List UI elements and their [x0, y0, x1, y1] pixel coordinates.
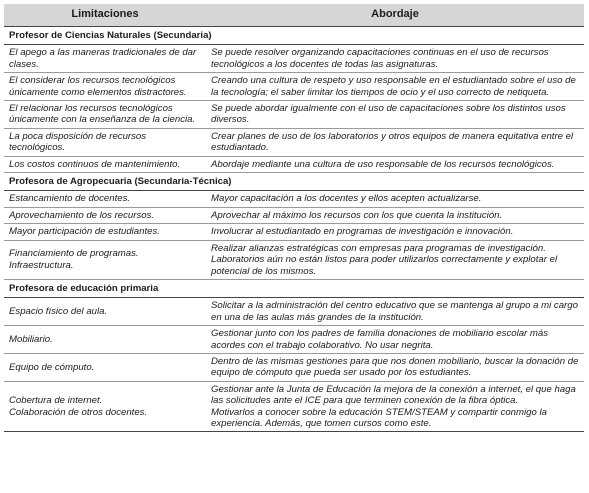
approach-cell	[206, 326, 584, 354]
limitation-cell	[4, 381, 206, 432]
limitation-text: La poca disposición de recursos tecnológicos.	[9, 130, 147, 154]
header-row	[4, 4, 584, 27]
limitation-text: Equipo de cómputo.	[9, 361, 95, 373]
limitations-table	[4, 4, 584, 432]
table-row	[4, 191, 584, 207]
approach-cell	[206, 191, 584, 207]
header-abordaje: Abordaje	[206, 4, 584, 27]
table-row	[4, 240, 584, 279]
approach-cell	[206, 353, 584, 381]
limitation-cell	[4, 207, 206, 223]
approach-cell	[206, 207, 584, 223]
approach-text: Gestionar ante la Junta de Educación la mejora de la conexión a internet, el que haga las solicitudes ante el ICE para que terminen conexión de la fibra óptica.	[211, 383, 576, 407]
section-header-row	[4, 173, 584, 191]
table-row	[4, 73, 584, 101]
approach-cell	[206, 224, 584, 240]
approach-text: Mayor capacitación a los docentes y ellos acepten actualizarse.	[211, 193, 482, 205]
approach-text: Gestionar junto con los padres de familia donaciones de mobiliario escolar más acordes con el trabajo colaborativo. No usar negrita.	[211, 328, 549, 351]
approach-text: Solicitar a la administración del centro educativo que se mantenga al grupo a mi cargo en una de las aulas más grandes de la institución.	[211, 300, 578, 323]
table-row	[4, 224, 584, 240]
table-row	[4, 45, 584, 73]
table-row	[4, 381, 584, 432]
limitation-cell	[4, 156, 206, 172]
approach-cell	[206, 45, 584, 73]
approach-text: Laboratorios aún no están listos para poder utilizarlos correctamente y explotar el potencial de los mismos.	[211, 254, 558, 277]
limitation-cell	[4, 353, 206, 381]
approach-cell	[206, 381, 584, 432]
approach-cell	[206, 156, 584, 172]
limitation-cell	[4, 191, 206, 207]
approach-text: Motivarlos a conocer sobre la educación STEM/STEAM y compartir conmigo la experiencia. Además, que tomen cursos como este.	[211, 406, 547, 429]
limitation-cell	[4, 101, 206, 129]
approach-cell	[206, 298, 584, 326]
limitation-text: El relacionar los recursos tecnológicos únicamente con la enseñanza de la ciencia.	[9, 103, 196, 126]
approach-text: Crear planes de uso de los laboratorios y otros equipos de manera equitativa entre el estudiantado.	[211, 130, 574, 154]
section-header-row	[4, 27, 584, 45]
section-title: Profesor de Ciencias Naturales (Secundaria)	[4, 27, 584, 45]
limitation-cell	[4, 73, 206, 101]
approach-cell	[206, 128, 584, 156]
limitation-text: Cobertura de internet.	[9, 395, 103, 407]
header-limitaciones: Limitaciones	[4, 4, 206, 27]
approach-text: Se puede abordar igualmente con el uso de capacitaciones sobre los distintos usos diversos.	[211, 103, 566, 126]
limitation-cell	[4, 45, 206, 73]
limitation-text: Estancamiento de docentes.	[9, 193, 131, 205]
limitation-text: Infraestructura.	[9, 259, 74, 271]
table-body	[4, 27, 584, 432]
approach-text: Abordaje mediante una cultura de uso responsable de los recursos tecnológicos.	[211, 158, 555, 170]
table-row	[4, 353, 584, 381]
approach-cell	[206, 73, 584, 101]
limitation-cell	[4, 224, 206, 240]
approach-text: Creando una cultura de respeto y uso responsable en el estudiantado sobre el uso de la tecnología; el saber limitar los tiempos de ocio y el uso correcto de netiqueta.	[211, 75, 576, 98]
limitation-cell	[4, 128, 206, 156]
approach-cell	[206, 240, 584, 279]
approach-text: Dentro de las mismas gestiones para que nos donen mobiliario, buscar la donación de equipo de cómputo que pueda ser usado por los estudiantes.	[211, 355, 579, 379]
limitation-text: El considerar los recursos tecnológicos únicamente como elementos distractores.	[9, 75, 187, 98]
limitation-cell	[4, 298, 206, 326]
limitation-cell	[4, 240, 206, 279]
limitation-text: Financiamiento de programas.	[9, 248, 139, 260]
limitation-text: Aprovechamiento de los recursos.	[9, 209, 155, 221]
table-row	[4, 156, 584, 172]
section-title: Profesora de educación primaria	[4, 279, 584, 297]
limitation-text: Mayor participación de estudiantes.	[9, 226, 160, 238]
table-row	[4, 128, 584, 156]
approach-text: Aprovechar al máximo los recursos con los que cuenta la institución.	[211, 209, 503, 221]
table-row	[4, 207, 584, 223]
limitation-cell	[4, 326, 206, 354]
approach-text: Se puede resolver organizando capacitaciones continuas en el uso de recursos tecnológicos a los docentes de todas las asignaturas.	[211, 47, 549, 70]
section-title: Profesora de Agropecuaria (Secundaria-Técnica)	[4, 173, 584, 191]
limitation-text: Mobiliario.	[9, 333, 53, 345]
table-row	[4, 298, 584, 326]
approach-text: Involucrar al estudiantado en programas de investigación e innovación.	[211, 226, 514, 238]
table-row	[4, 101, 584, 129]
approach-text: Realizar alianzas estratégicas con empresas para programas de investigación.	[211, 242, 546, 254]
section-header-row	[4, 279, 584, 297]
approach-cell	[206, 101, 584, 129]
limitation-text: Colaboración de otros docentes.	[9, 406, 148, 418]
limitation-text: Espacio físico del aula.	[9, 306, 108, 318]
limitation-text: El apego a las maneras tradicionales de dar clases.	[9, 47, 197, 70]
table-row	[4, 326, 584, 354]
limitation-text: Los costos continuos de mantenimiento.	[9, 158, 181, 170]
